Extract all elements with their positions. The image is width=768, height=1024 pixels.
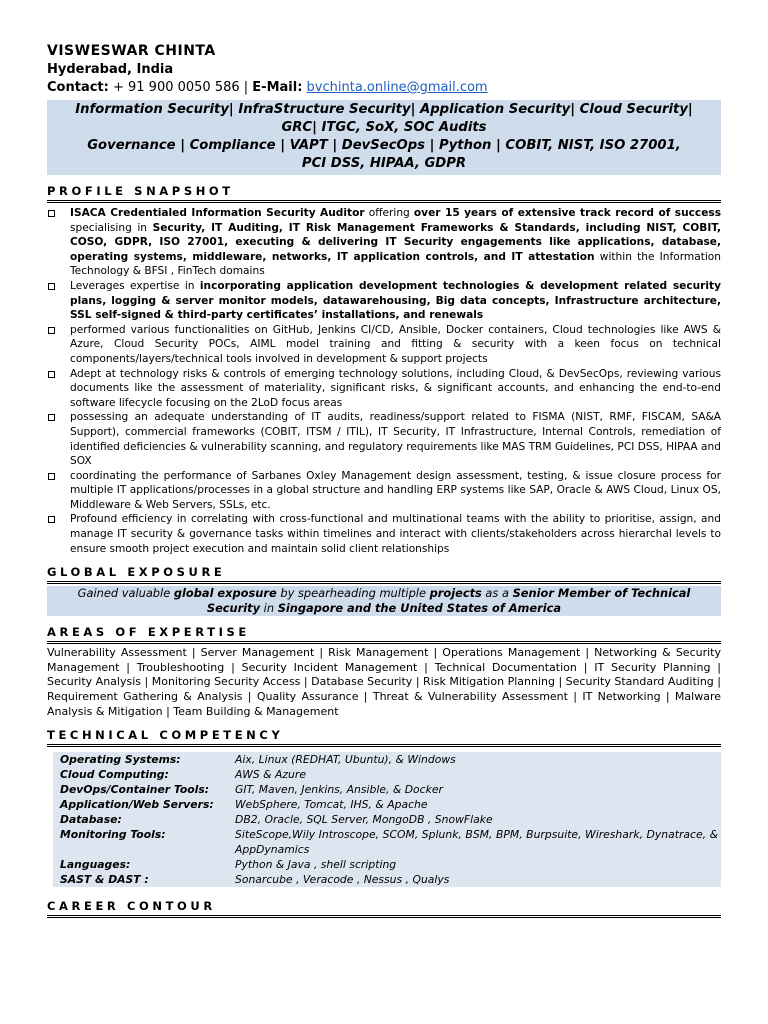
global-text-run: projects <box>429 586 482 601</box>
email-link[interactable]: bvchinta.online@gmail.com <box>306 80 488 95</box>
contact-label: Contact: <box>47 80 109 95</box>
candidate-location: Hyderabad, India <box>47 62 174 77</box>
bullet-text-run: over 15 years of extensive track record of success <box>413 207 721 219</box>
resume-page <box>47 42 721 918</box>
bullet-text: possessing an adequate understanding of IT audits, readiness/support related to FISMA (NIST, RMF, FISCAM, SA&A Support), commercial frameworks (COBIT, ITSM / ITIL), IT Security, IT Infrastructure, Internal Controls, remediation of identified deficiencies & vulnerability scanning, and regulatory requirements like MAS TRM Guidelines, PCI DSS, HIPAA and SOX <box>70 411 721 468</box>
bullet-text-run: ISACA Credentialed Information Security Auditor <box>70 207 365 219</box>
tech-row <box>53 872 721 887</box>
profile-bullet <box>47 410 721 468</box>
tech-row <box>53 857 721 872</box>
section-divider <box>47 744 721 747</box>
banner-line: PCI DSS, HIPAA, GDPR <box>301 156 467 171</box>
bullet-text-run: offering <box>364 207 414 219</box>
profile-bullet <box>47 367 721 411</box>
banner-line: GRC| ITGC, SoX, SOC Audits <box>281 120 487 135</box>
section-title-career: CAREER CONTOUR <box>47 899 216 914</box>
bullet-text <box>70 207 721 277</box>
global-text-run: global exposure <box>173 586 277 601</box>
tech-row <box>53 812 721 827</box>
global-text-run: by spearheading multiple <box>276 586 430 601</box>
bullet-text <box>70 280 721 321</box>
tech-category: Cloud Computing: <box>60 768 169 782</box>
profile-bullet <box>47 469 721 513</box>
tech-value: WebSphere, Tomcat, IHS, & Apache <box>228 797 718 812</box>
global-text-run: as a <box>481 586 513 601</box>
checkbox-bullet-icon <box>48 414 55 421</box>
profile-bullet <box>47 279 721 323</box>
profile-bullet <box>47 206 721 279</box>
checkbox-bullet-icon <box>48 473 55 480</box>
tech-category: Languages: <box>60 858 131 872</box>
section-title-expertise: AREAS OF EXPERTISE <box>47 625 250 640</box>
tech-value: Aix, Linux (REDHAT, Ubuntu), & Windows <box>228 752 718 767</box>
global-exposure-box <box>47 586 721 616</box>
tech-category: DevOps/Container Tools: <box>60 783 210 797</box>
checkbox-bullet-icon <box>48 371 55 378</box>
expertise-text: Vulnerability Assessment | Server Management | Risk Management | Operations Management | Networking & Security Management | Troubleshooting | Security Incident Management | Technical Documentation | IT Security Planning | Security Analysis | Monitoring Security Access | Database Security | Risk Mitigation Planning | Security Standard Auditing | Requirement Gathering & Analysis | Quality Assurance | Threat & Vulnerability Assessment | IT Networking | Malware Analysis & Mitigation | Team Building & Management <box>47 646 721 718</box>
global-text-run: Singapore and the United States of America <box>277 601 562 616</box>
bullet-text: Profound efficiency in correlating with cross-functional and multinational teams with the ability to prioritise, assign, and manage IT security & governance tasks within timelines and interact with clients/stakeholders across hierarchal levels to ensure smooth project execution and maintain solid client relationships <box>70 513 721 555</box>
tech-row <box>53 752 721 767</box>
tech-row <box>53 767 721 782</box>
tech-row <box>53 782 721 797</box>
section-divider <box>47 915 721 918</box>
bullet-text-run: incorporating application development technologies & development related security plans, logging & server monitor models, datawarehousing, Big data concepts, Infrastructure architecture, SSL self-signed & third-party certificates’ installations, and renewals <box>70 279 721 322</box>
checkbox-bullet-icon <box>48 516 55 523</box>
profile-bullet <box>47 323 721 367</box>
checkbox-bullet-icon <box>48 283 55 290</box>
bullet-text-run: within the Information Technology & BFSI , FinTech domains <box>70 250 721 278</box>
section-divider <box>47 641 721 644</box>
global-text-run: Gained valuable <box>77 586 174 601</box>
section-divider <box>47 581 721 584</box>
tech-category: SAST & DAST : <box>60 873 149 887</box>
section-title-profile: PROFILE SNAPSHOT <box>47 184 234 198</box>
tech-value: Python & Java , shell scripting <box>228 857 718 872</box>
global-text-run: in <box>260 601 278 616</box>
bullet-text-run: Security, IT Auditing, IT Risk Management Frameworks & Standards, including NIST, COBIT, COSO, GDPR, ISO 27001, executing & delivering IT Security engagements like applications, database, operating systems, middleware, networks, IT application controls, and IT attestation <box>70 221 721 263</box>
technical-table <box>53 752 721 887</box>
checkbox-bullet-icon <box>48 210 55 217</box>
banner-line: Information Security| InfraStructure Security| Application Security| Cloud Security| <box>75 102 693 117</box>
checkbox-bullet-icon <box>48 327 55 334</box>
section-divider <box>47 200 721 203</box>
tech-row <box>53 797 721 812</box>
profile-list <box>47 206 721 556</box>
section-title-global: GLOBAL EXPOSURE <box>47 565 226 580</box>
bullet-text: performed various functionalities on GitHub, Jenkins CI/CD, Ansible, Docker containers, Cloud technologies like AWS & Azure, Cloud Security POCs, AIML model training and fitting & security with a keen focus on technical components/layers/technical tools involved in development & support projects <box>70 323 721 365</box>
tech-category: Operating Systems: <box>60 753 181 767</box>
bullet-text-run: Leverages expertise in <box>70 279 200 292</box>
tech-category: Database: <box>60 813 122 827</box>
profile-bullet <box>47 512 721 556</box>
section-title-technical: TECHNICAL COMPETENCY <box>47 728 284 743</box>
global-text-run: Senior Member of Technical Security <box>206 586 691 616</box>
tech-value: GIT, Maven, Jenkins, Ansible, & Docker <box>228 782 718 797</box>
tech-category: Application/Web Servers: <box>60 798 214 812</box>
email-label: E-Mail: <box>252 80 303 95</box>
tech-value: AWS & Azure <box>228 767 718 782</box>
tech-value: Sonarcube , Veracode , Nessus , Qualys <box>228 872 718 887</box>
candidate-name: VISWESWAR CHINTA <box>47 43 216 59</box>
phone-number: + 91 900 0050 586 | <box>108 80 253 95</box>
bullet-text-run: specialising in <box>70 221 153 234</box>
bullet-text: coordinating the performance of Sarbanes Oxley Management design assessment, testing, & issue closure process for multiple IT applications/processes in a global structure and handling ERP systems like SAP, Oracle & AWS Cloud, Linux OS, Middleware & Web Servers, SSLs, etc. <box>70 469 721 511</box>
skills-banner <box>47 100 721 175</box>
banner-line: Governance | Compliance | VAPT | DevSecOps | Python | COBIT, NIST, ISO 27001, <box>87 138 681 153</box>
tech-value: DB2, Oracle, SQL Server, MongoDB , SnowFlake <box>228 812 718 827</box>
tech-category: Monitoring Tools: <box>60 828 166 842</box>
bullet-text: Adept at technology risks & controls of emerging technology solutions, including Cloud, & DevSecOps, reviewing various documents like the assessment of materiality, significant risks, & significant accounts, and enhancing the end-to-end software lifecycle focusing on the 2LoD focus areas <box>70 367 721 409</box>
contact-line <box>47 79 721 97</box>
tech-value: SiteScope,Wily Introscope, SCOM, Splunk, BSM, BPM, Burpsuite, Wireshark, Dynatrace, & AppDynamics <box>228 827 718 857</box>
tech-row <box>53 827 721 857</box>
